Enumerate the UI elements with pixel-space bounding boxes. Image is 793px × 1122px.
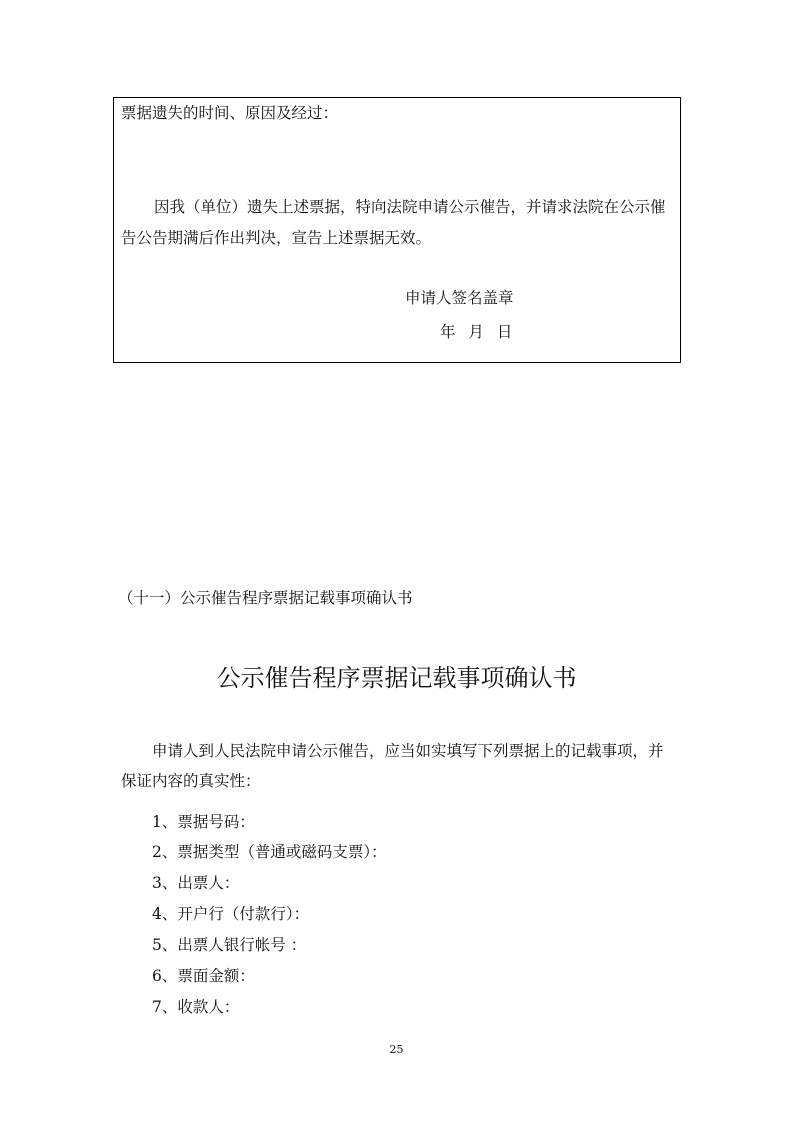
intro-line-2: 保证内容的真实性： — [121, 772, 261, 790]
list-item-payee: 7、收款人： — [152, 998, 240, 1016]
list-item-face-amount: 6、票面金额： — [152, 967, 255, 985]
signature-label: 申请人签名盖章 — [405, 289, 514, 307]
date-label: 年 月 日 — [440, 323, 513, 341]
statement-heading: 票据遗失的时间、原因及经过： — [121, 104, 339, 122]
list-item-drawer-account: 5、出票人银行帐号 ： — [152, 936, 307, 954]
page-number: 25 — [389, 1043, 404, 1056]
document-title: 公示催告程序票据记载事项确认书 — [216, 664, 577, 692]
list-item-drawer: 3、出票人： — [152, 874, 240, 892]
list-item-bill-number: 1、票据号码： — [152, 813, 255, 831]
intro-line-1: 申请人到人民法院申请公示催告，应当如实填写下列票据上的记载事项，并 — [152, 742, 664, 760]
statement-paragraph-line-2: 告公告期满后作出判决，宣告上述票据无效。 — [121, 229, 432, 247]
section-number-heading: （十一）公示催告程序票据记载事项确认书 — [118, 589, 413, 607]
list-item-bill-type: 2、票据类型（普通或磁码支票）： — [152, 843, 387, 861]
statement-paragraph-line-1: 因我（单位）遗失上述票据，特向法院申请公示催告，并请求法院在公示催 — [154, 198, 666, 216]
list-item-paying-bank: 4、开户行（付款行）： — [152, 905, 310, 923]
